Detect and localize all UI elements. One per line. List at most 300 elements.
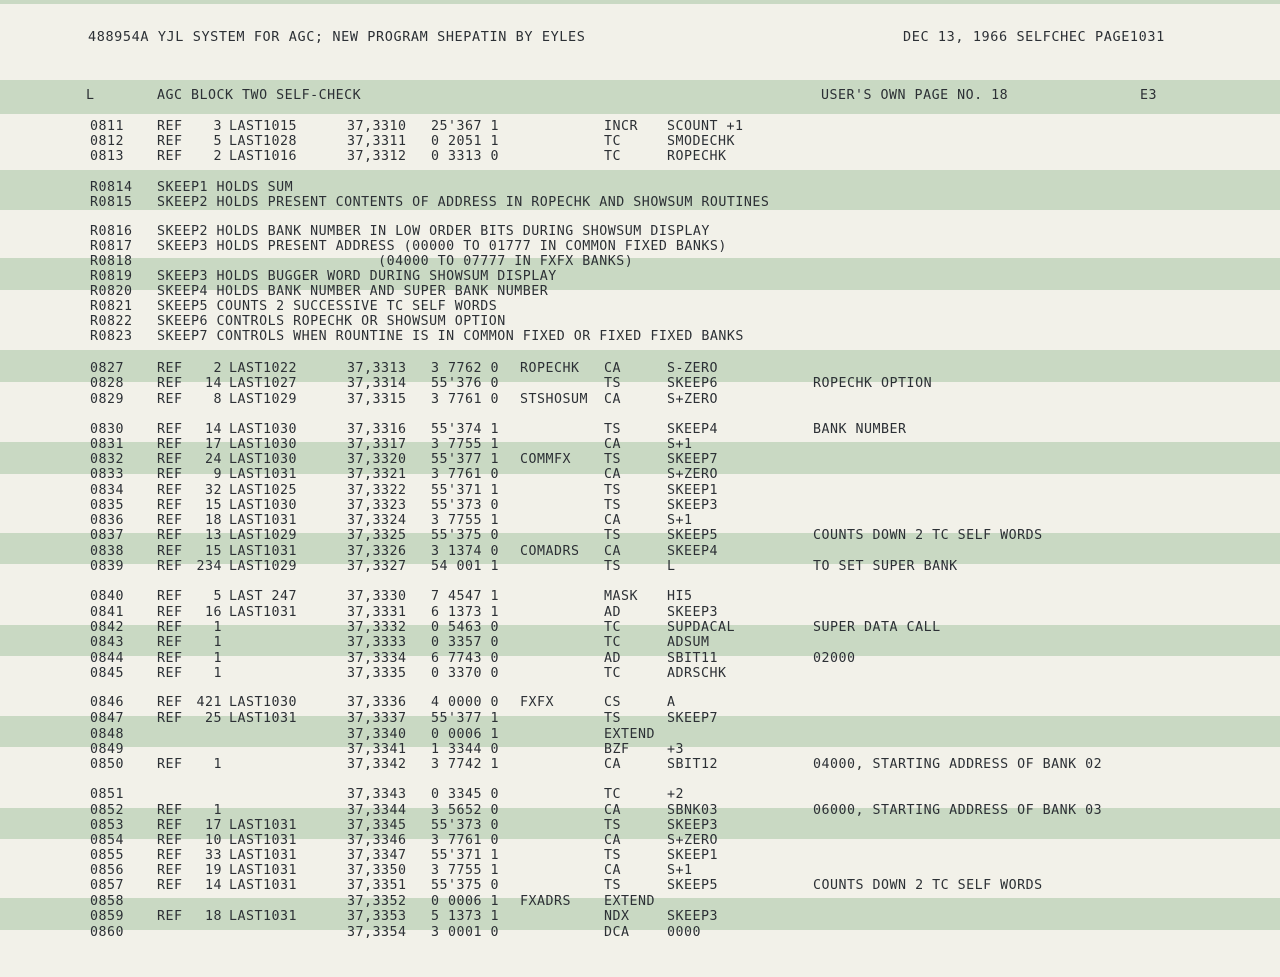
- ref-marker: REF: [157, 422, 183, 437]
- line-number: 0834: [90, 483, 125, 498]
- address: 37,3330: [347, 589, 407, 604]
- line-number: 0854: [90, 833, 125, 848]
- opcode: BZF: [604, 742, 630, 757]
- symbol-label: COMMFX: [520, 452, 572, 467]
- comment: 06000, STARTING ADDRESS OF BANK 03: [813, 803, 1103, 818]
- operand: +3: [667, 742, 685, 757]
- listing-line: [0, 498, 1280, 513]
- line-number: 0839: [90, 559, 125, 574]
- remark-text: SKEEP6 CONTROLS ROPECHK OR SHOWSUM OPTION: [157, 314, 506, 329]
- listing-line: [0, 818, 1280, 833]
- symbol-label: ROPECHK: [520, 361, 580, 376]
- remark-line: [0, 284, 1280, 299]
- opcode: NDX: [604, 909, 630, 924]
- last-ref: LAST1029: [229, 559, 298, 574]
- octal-word: 55'375 0: [431, 528, 500, 543]
- address: 37,3331: [347, 605, 407, 620]
- ref-count: 1: [213, 757, 222, 772]
- line-number: 0835: [90, 498, 125, 513]
- ref-count: 2: [213, 361, 222, 376]
- line-number: 0811: [90, 119, 125, 134]
- octal-word: 55'371 1: [431, 848, 500, 863]
- address: 37,3337: [347, 711, 407, 726]
- octal-word: 0 2051 1: [431, 134, 500, 149]
- listing-line: [0, 727, 1280, 742]
- last-ref: LAST1029: [229, 392, 298, 407]
- remark-text: (04000 TO 07777 IN FXFX BANKS): [157, 254, 634, 269]
- ref-count: 18: [204, 909, 222, 924]
- opcode: CA: [604, 392, 622, 407]
- line-number: R0821: [90, 299, 133, 314]
- ref-count: 19: [204, 863, 222, 878]
- address: 37,3324: [347, 513, 407, 528]
- opcode: TS: [604, 483, 622, 498]
- last-ref: LAST1015: [229, 119, 298, 134]
- line-number: 0845: [90, 666, 125, 681]
- listing-line: [0, 666, 1280, 681]
- listing-line: [0, 695, 1280, 710]
- opcode: AD: [604, 605, 622, 620]
- octal-word: 55'371 1: [431, 483, 500, 498]
- address: 37,3333: [347, 635, 407, 650]
- operand: SKEEP4: [667, 544, 719, 559]
- operand: SKEEP1: [667, 848, 719, 863]
- opcode: TC: [604, 620, 622, 635]
- remark-text: SKEEP5 COUNTS 2 SUCCESSIVE TC SELF WORDS: [157, 299, 498, 314]
- octal-word: 25'367 1: [431, 119, 500, 134]
- last-ref: LAST 247: [229, 589, 298, 604]
- address: 37,3344: [347, 803, 407, 818]
- ref-marker: REF: [157, 361, 183, 376]
- remark-text: SKEEP7 CONTROLS WHEN ROUNTINE IS IN COMMON FIXED OR FIXED FIXED BANKS: [157, 329, 744, 344]
- ref-marker: REF: [157, 757, 183, 772]
- ref-marker: REF: [157, 620, 183, 635]
- remark-text: SKEEP2 HOLDS PRESENT CONTENTS OF ADDRESS IN ROPECHK AND SHOWSUM ROUTINES: [157, 195, 770, 210]
- operand: L: [667, 559, 676, 574]
- line-number: 0837: [90, 528, 125, 543]
- opcode: TS: [604, 559, 622, 574]
- ref-count: 17: [204, 437, 222, 452]
- operand: S+1: [667, 863, 693, 878]
- ref-count: 14: [204, 878, 222, 893]
- symbol-label: FXFX: [520, 695, 555, 710]
- opcode: INCR: [604, 119, 639, 134]
- listing-line: [0, 833, 1280, 848]
- ref-marker: REF: [157, 589, 183, 604]
- line-number: 0832: [90, 452, 125, 467]
- operand: SKEEP1: [667, 483, 719, 498]
- ref-count: 14: [204, 422, 222, 437]
- line-number: 0847: [90, 711, 125, 726]
- ref-marker: REF: [157, 483, 183, 498]
- operand: SKEEP5: [667, 528, 719, 543]
- remark-text: SKEEP4 HOLDS BANK NUMBER AND SUPER BANK NUMBER: [157, 284, 549, 299]
- octal-word: 0 0006 1: [431, 894, 500, 909]
- octal-word: 3 7755 1: [431, 863, 500, 878]
- address: 37,3322: [347, 483, 407, 498]
- last-ref: LAST1025: [229, 483, 298, 498]
- opcode: TC: [604, 666, 622, 681]
- ref-marker: REF: [157, 711, 183, 726]
- ref-marker: REF: [157, 818, 183, 833]
- octal-word: 1 3344 0: [431, 742, 500, 757]
- ref-count: 1: [213, 803, 222, 818]
- octal-word: 6 7743 0: [431, 651, 500, 666]
- remark-text: SKEEP1 HOLDS SUM: [157, 180, 294, 195]
- ref-count: 3: [213, 119, 222, 134]
- symbol-label: FXADRS: [520, 894, 572, 909]
- ref-count: 10: [204, 833, 222, 848]
- last-ref: LAST1030: [229, 498, 298, 513]
- opcode: CS: [604, 695, 622, 710]
- operand: SMODECHK: [667, 134, 736, 149]
- listing-line: [0, 119, 1280, 134]
- line-number: 0842: [90, 620, 125, 635]
- listing-line: [0, 711, 1280, 726]
- octal-word: 3 1374 0: [431, 544, 500, 559]
- listing-line: [0, 878, 1280, 893]
- octal-word: 6 1373 1: [431, 605, 500, 620]
- octal-word: 7 4547 1: [431, 589, 500, 604]
- listing-line: [0, 848, 1280, 863]
- comment: ROPECHK OPTION: [813, 376, 933, 391]
- address: 37,3316: [347, 422, 407, 437]
- ref-count: 1: [213, 651, 222, 666]
- line-number: 0833: [90, 467, 125, 482]
- comment: BANK NUMBER: [813, 422, 907, 437]
- last-ref: LAST1031: [229, 711, 298, 726]
- opcode: DCA: [604, 925, 630, 940]
- line-number: 0828: [90, 376, 125, 391]
- opcode: TS: [604, 422, 622, 437]
- listing-line: [0, 787, 1280, 802]
- last-ref: LAST1027: [229, 376, 298, 391]
- opcode: CA: [604, 833, 622, 848]
- ref-marker: REF: [157, 695, 183, 710]
- ref-marker: REF: [157, 605, 183, 620]
- octal-word: 3 7761 0: [431, 467, 500, 482]
- address: 37,3345: [347, 818, 407, 833]
- octal-word: 0 3345 0: [431, 787, 500, 802]
- operand: ADSUM: [667, 635, 710, 650]
- last-ref: LAST1022: [229, 361, 298, 376]
- line-number: 0852: [90, 803, 125, 818]
- operand: ROPECHK: [667, 149, 727, 164]
- listing-line: [0, 483, 1280, 498]
- address: 37,3320: [347, 452, 407, 467]
- listing-line: [0, 452, 1280, 467]
- line-number: 0840: [90, 589, 125, 604]
- line-number: 0850: [90, 757, 125, 772]
- address: 37,3335: [347, 666, 407, 681]
- operand: SCOUNT +1: [667, 119, 744, 134]
- octal-word: 3 7742 1: [431, 757, 500, 772]
- opcode: CA: [604, 863, 622, 878]
- ref-count: 16: [204, 605, 222, 620]
- ref-count: 25: [204, 711, 222, 726]
- listing-line: [0, 149, 1280, 164]
- octal-word: 3 7761 0: [431, 392, 500, 407]
- address: 37,3325: [347, 528, 407, 543]
- last-ref: LAST1030: [229, 695, 298, 710]
- octal-word: 55'374 1: [431, 422, 500, 437]
- ref-marker: REF: [157, 651, 183, 666]
- remark-line: [0, 239, 1280, 254]
- sheet-heading: [0, 88, 1280, 103]
- sheet-title: AGC BLOCK TWO SELF-CHECK: [157, 88, 362, 103]
- listing-line: [0, 361, 1280, 376]
- last-ref: LAST1031: [229, 605, 298, 620]
- line-number: 0812: [90, 134, 125, 149]
- last-ref: LAST1029: [229, 528, 298, 543]
- ref-count: 9: [213, 467, 222, 482]
- line-number: 0859: [90, 909, 125, 924]
- opcode: TS: [604, 711, 622, 726]
- line-number: 0851: [90, 787, 125, 802]
- octal-word: 0 3357 0: [431, 635, 500, 650]
- operand: SKEEP7: [667, 711, 719, 726]
- remark-line: [0, 224, 1280, 239]
- last-ref: LAST1031: [229, 467, 298, 482]
- opcode: EXTEND: [604, 727, 656, 742]
- comment: 02000: [813, 651, 856, 666]
- operand: SKEEP4: [667, 422, 719, 437]
- address: 37,3347: [347, 848, 407, 863]
- last-ref: LAST1031: [229, 818, 298, 833]
- opcode: EXTEND: [604, 894, 656, 909]
- address: 37,3327: [347, 559, 407, 574]
- address: 37,3352: [347, 894, 407, 909]
- ref-count: 32: [204, 483, 222, 498]
- address: 37,3323: [347, 498, 407, 513]
- ref-count: 24: [204, 452, 222, 467]
- ref-marker: REF: [157, 666, 183, 681]
- line-number: R0817: [90, 239, 133, 254]
- octal-word: 0 3313 0: [431, 149, 500, 164]
- line-number: 0858: [90, 894, 125, 909]
- line-number: R0822: [90, 314, 133, 329]
- address: 37,3340: [347, 727, 407, 742]
- octal-word: 3 5652 0: [431, 803, 500, 818]
- ref-count: 8: [213, 392, 222, 407]
- line-number: R0823: [90, 329, 133, 344]
- ref-marker: REF: [157, 635, 183, 650]
- address: 37,3341: [347, 742, 407, 757]
- remark-text: SKEEP2 HOLDS BANK NUMBER IN LOW ORDER BITS DURING SHOWSUM DISPLAY: [157, 224, 710, 239]
- remark-text: SKEEP3 HOLDS BUGGER WORD DURING SHOWSUM DISPLAY: [157, 269, 557, 284]
- operand: SKEEP6: [667, 376, 719, 391]
- remark-line: [0, 269, 1280, 284]
- last-ref: LAST1028: [229, 134, 298, 149]
- line-number: 0853: [90, 818, 125, 833]
- ref-marker: REF: [157, 467, 183, 482]
- comment: COUNTS DOWN 2 TC SELF WORDS: [813, 878, 1043, 893]
- address: 37,3350: [347, 863, 407, 878]
- ref-count: 2: [213, 149, 222, 164]
- address: 37,3313: [347, 361, 407, 376]
- address: 37,3321: [347, 467, 407, 482]
- operand: SKEEP5: [667, 878, 719, 893]
- last-ref: LAST1030: [229, 437, 298, 452]
- address: 37,3334: [347, 651, 407, 666]
- line-number: 0827: [90, 361, 125, 376]
- ref-count: 1: [213, 620, 222, 635]
- remark-line: [0, 299, 1280, 314]
- comment: SUPER DATA CALL: [813, 620, 941, 635]
- octal-word: 55'373 0: [431, 818, 500, 833]
- ref-count: 18: [204, 513, 222, 528]
- line-number: 0838: [90, 544, 125, 559]
- operand: 0000: [667, 925, 702, 940]
- opcode: CA: [604, 803, 622, 818]
- line-number: 0860: [90, 925, 125, 940]
- ref-marker: REF: [157, 376, 183, 391]
- listing-line: [0, 589, 1280, 604]
- operand: S+1: [667, 513, 693, 528]
- listing-line: [0, 376, 1280, 391]
- operand: SBIT12: [667, 757, 719, 772]
- opcode: MASK: [604, 589, 639, 604]
- line-number: R0814: [90, 180, 133, 195]
- address: 37,3332: [347, 620, 407, 635]
- last-ref: LAST1031: [229, 833, 298, 848]
- line-number: R0819: [90, 269, 133, 284]
- ref-marker: REF: [157, 437, 183, 452]
- octal-word: 3 0001 0: [431, 925, 500, 940]
- operand: S+1: [667, 437, 693, 452]
- line-number: 0849: [90, 742, 125, 757]
- opcode: TS: [604, 818, 622, 833]
- operand: SKEEP3: [667, 818, 719, 833]
- symbol-label: STSHOSUM: [520, 392, 589, 407]
- line-number: 0831: [90, 437, 125, 452]
- octal-word: 55'373 0: [431, 498, 500, 513]
- octal-word: 54 001 1: [431, 559, 500, 574]
- octal-word: 3 7762 0: [431, 361, 500, 376]
- ref-count: 1: [213, 666, 222, 681]
- ref-marker: REF: [157, 392, 183, 407]
- comment: TO SET SUPER BANK: [813, 559, 958, 574]
- line-number: 0857: [90, 878, 125, 893]
- address: 37,3311: [347, 134, 407, 149]
- operand: +2: [667, 787, 685, 802]
- octal-word: 0 0006 1: [431, 727, 500, 742]
- listing-line: [0, 925, 1280, 940]
- ref-count: 17: [204, 818, 222, 833]
- operand: SUPDACAL: [667, 620, 736, 635]
- opcode: TC: [604, 149, 622, 164]
- operand: SKEEP3: [667, 498, 719, 513]
- ref-marker: REF: [157, 119, 183, 134]
- listing-line: [0, 422, 1280, 437]
- operand: SKEEP7: [667, 452, 719, 467]
- ref-count: 421: [196, 695, 222, 710]
- ref-marker: REF: [157, 544, 183, 559]
- listing-line: [0, 392, 1280, 407]
- ref-marker: REF: [157, 513, 183, 528]
- operand: S+ZERO: [667, 467, 719, 482]
- opcode: CA: [604, 544, 622, 559]
- ref-marker: REF: [157, 528, 183, 543]
- operand: A: [667, 695, 676, 710]
- line-number: R0816: [90, 224, 133, 239]
- octal-word: 55'377 1: [431, 711, 500, 726]
- opcode: TS: [604, 452, 622, 467]
- operand: S+ZERO: [667, 392, 719, 407]
- octal-word: 0 3370 0: [431, 666, 500, 681]
- ref-count: 15: [204, 498, 222, 513]
- listing-line: [0, 635, 1280, 650]
- listing-header-right: DEC 13, 1966 SELFCHEC PAGE1031: [903, 29, 1165, 45]
- line-number: 0856: [90, 863, 125, 878]
- remark-line: [0, 180, 1280, 195]
- remark-line: [0, 329, 1280, 344]
- operand: S+ZERO: [667, 833, 719, 848]
- listing-line: [0, 528, 1280, 543]
- address: 37,3314: [347, 376, 407, 391]
- line-number: R0820: [90, 284, 133, 299]
- last-ref: LAST1030: [229, 422, 298, 437]
- ref-count: 234: [196, 559, 222, 574]
- operand: S-ZERO: [667, 361, 719, 376]
- line-number: 0855: [90, 848, 125, 863]
- last-ref: LAST1031: [229, 544, 298, 559]
- last-ref: LAST1031: [229, 848, 298, 863]
- line-number: 0829: [90, 392, 125, 407]
- remark-line: [0, 314, 1280, 329]
- last-ref: LAST1031: [229, 513, 298, 528]
- opcode: CA: [604, 437, 622, 452]
- octal-word: 3 7755 1: [431, 513, 500, 528]
- ref-count: 5: [213, 589, 222, 604]
- sheet-level: L: [86, 88, 95, 103]
- line-number: 0843: [90, 635, 125, 650]
- ref-count: 14: [204, 376, 222, 391]
- remark-line: [0, 195, 1280, 210]
- ref-marker: REF: [157, 498, 183, 513]
- octal-word: 5 1373 1: [431, 909, 500, 924]
- address: 37,3346: [347, 833, 407, 848]
- address: 37,3353: [347, 909, 407, 924]
- ref-marker: REF: [157, 863, 183, 878]
- octal-word: 0 5463 0: [431, 620, 500, 635]
- octal-word: 55'377 1: [431, 452, 500, 467]
- ref-count: 33: [204, 848, 222, 863]
- line-number: R0815: [90, 195, 133, 210]
- address: 37,3336: [347, 695, 407, 710]
- address: 37,3312: [347, 149, 407, 164]
- user-page-number: USER'S OWN PAGE NO. 18: [821, 88, 1009, 103]
- opcode: CA: [604, 757, 622, 772]
- address: 37,3343: [347, 787, 407, 802]
- line-number: 0848: [90, 727, 125, 742]
- line-number: 0836: [90, 513, 125, 528]
- opcode: TS: [604, 848, 622, 863]
- operand: SBNK03: [667, 803, 719, 818]
- address: 37,3326: [347, 544, 407, 559]
- operand: SKEEP3: [667, 605, 719, 620]
- listing-line: [0, 559, 1280, 574]
- opcode: TS: [604, 376, 622, 391]
- ref-marker: REF: [157, 848, 183, 863]
- listing-line: [0, 894, 1280, 909]
- last-ref: LAST1031: [229, 863, 298, 878]
- remark-text: SKEEP3 HOLDS PRESENT ADDRESS (00000 TO 01777 IN COMMON FIXED BANKS): [157, 239, 727, 254]
- octal-word: 4 0000 0: [431, 695, 500, 710]
- opcode: TS: [604, 878, 622, 893]
- line-number: 0841: [90, 605, 125, 620]
- listing-line: [0, 651, 1280, 666]
